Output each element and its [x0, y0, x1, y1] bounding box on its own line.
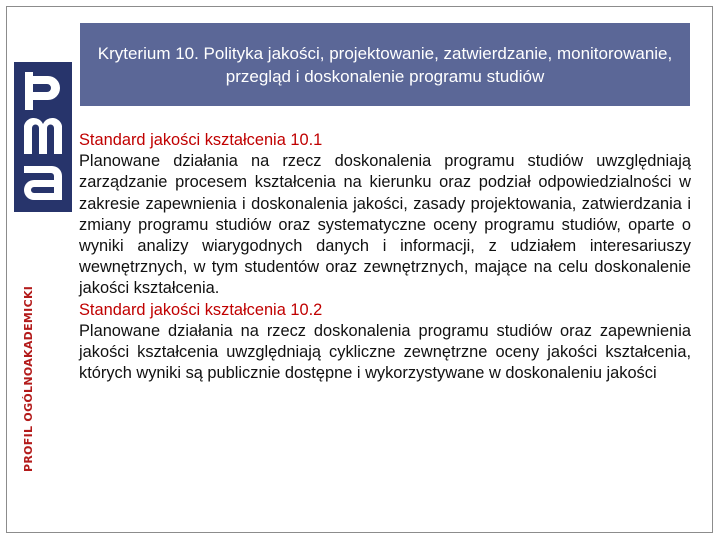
profile-label: PROFIL OGÓLNOAKADEMICKI [22, 285, 35, 472]
standard-10-2-text: Planowane działania na rzecz doskonalenia programu studiów oraz zapewnienia jakości kształcenia uwzględniają cykliczne zewnętrzne oceny jakości kształcenia, których wyniki są publicznie dostępne i wykorzystywane w doskonaleniu jakości [79, 321, 691, 383]
slide-header [80, 23, 690, 106]
pka-logo [14, 62, 72, 212]
standard-10-1-text: Planowane działania na rzecz doskonalenia programu studiów uwzględniają zarządzanie procesem kształcenia na kierunku oraz podział odpowiedzialności w zakresie zapewnienia i doskonalenia jakości, zasady projektowania, zatwierdzania i zmiany programu studiów oraz systematyczne oceny programu studiów, oparte o wyniki analizy wiarygodnych danych i informacji, z udziałem interesariuszy wewnętrznych, w tym studentów oraz zewnętrznych, mające na celu doskonalenie jakości kształcenia. [79, 152, 691, 298]
slide-content [79, 130, 691, 384]
page-title: Kryterium 10. Polityka jakości, projektowanie, zatwierdzanie, monitorowanie, przegląd i doskonalenie programu studiów [97, 43, 673, 86]
standard-10-2-title: Standard jakości kształcenia 10.2 [79, 300, 323, 319]
standard-10-1-title: Standard jakości kształcenia 10.1 [79, 131, 323, 149]
pka-logo-icon [14, 62, 72, 212]
